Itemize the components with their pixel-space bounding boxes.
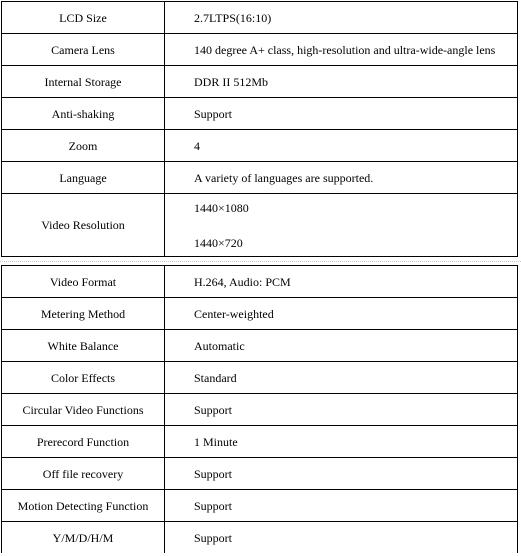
spec-label: Internal Storage <box>2 66 165 98</box>
table-row <box>2 162 518 194</box>
spec-value: Support <box>165 490 518 522</box>
spec-value-line: 1440×1080 <box>194 200 249 215</box>
spec-label: White Balance <box>2 330 165 362</box>
spec-label: Camera Lens <box>2 34 165 66</box>
spec-value: Automatic <box>165 330 518 362</box>
table-row <box>2 194 518 257</box>
table-row <box>2 2 518 34</box>
spec-value: 140 degree A+ class, high-resolution and ultra-wide-angle lens <box>165 34 518 66</box>
spec-table-part-1 <box>1 1 518 257</box>
spec-value-multi <box>165 194 518 257</box>
table-row <box>2 34 518 66</box>
spec-label: Anti-shaking <box>2 98 165 130</box>
table-row <box>2 130 518 162</box>
spec-value: Support <box>165 98 518 130</box>
spec-label: Video Format <box>2 266 165 298</box>
table-row <box>2 298 518 330</box>
spec-value: 4 <box>165 130 518 162</box>
spec-value: Support <box>165 522 518 554</box>
table-row <box>2 330 518 362</box>
table-row <box>2 266 518 298</box>
spec-label: Off file recovery <box>2 458 165 490</box>
spec-value: Standard <box>165 362 518 394</box>
spec-label: Circular Video Functions <box>2 394 165 426</box>
spec-value: H.264, Audio: PCM <box>165 266 518 298</box>
spec-label: Prerecord Function <box>2 426 165 458</box>
spec-value: A variety of languages are supported. <box>165 162 518 194</box>
table-row <box>2 394 518 426</box>
table-row <box>2 490 518 522</box>
spec-label: LCD Size <box>2 2 165 34</box>
spec-value: Support <box>165 458 518 490</box>
table-row <box>2 522 518 554</box>
spec-label: Color Effects <box>2 362 165 394</box>
spec-value: Support <box>165 394 518 426</box>
table-row <box>2 66 518 98</box>
spec-value: 2.7LTPS(16:10) <box>165 2 518 34</box>
spec-label: Video Resolution <box>2 194 165 257</box>
spec-value: 1 Minute <box>165 426 518 458</box>
spec-value: DDR II 512Mb <box>165 66 518 98</box>
table-row <box>2 458 518 490</box>
spec-label: Y/M/D/H/M <box>2 522 165 554</box>
spec-label: Language <box>2 162 165 194</box>
table-row <box>2 98 518 130</box>
spec-label: Metering Method <box>2 298 165 330</box>
spec-table-part-2 <box>1 265 518 553</box>
spec-value: Center-weighted <box>165 298 518 330</box>
table-row <box>2 362 518 394</box>
spec-label: Motion Detecting Function <box>2 490 165 522</box>
page-break-line <box>0 261 521 262</box>
spec-value-line: 1440×720 <box>194 235 243 250</box>
table-row <box>2 426 518 458</box>
spec-label: Zoom <box>2 130 165 162</box>
